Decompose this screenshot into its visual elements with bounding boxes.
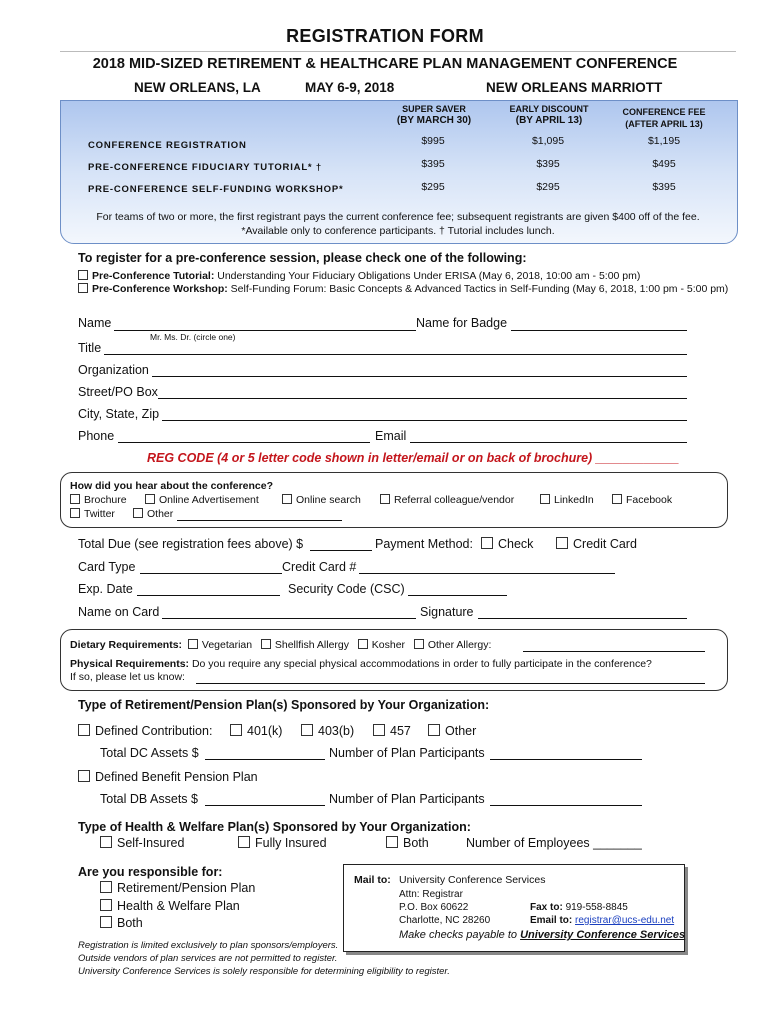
dc-assets-field[interactable] [205, 759, 325, 760]
mail-po-box: P.O. Box 60622 [399, 902, 469, 913]
name-on-card-label: Name on Card [78, 605, 160, 619]
checkbox[interactable] [414, 639, 424, 649]
reg-code-field[interactable]: REG CODE (4 or 5 letter code shown in letter/email or on back of brochure) ____________ [147, 451, 680, 465]
other-allergy-field[interactable] [523, 651, 705, 652]
title-field[interactable] [104, 354, 687, 355]
exp-date-field[interactable] [137, 595, 280, 596]
card-type-label: Card Type [78, 560, 136, 574]
disclaimer-line: Registration is limited exclusively to plan sponsors/employers. [78, 940, 339, 951]
fee-row-label: CONFERENCE REGISTRATION [88, 140, 247, 151]
fee-col-conference-fee: CONFERENCE FEE (AFTER APRIL 13) [622, 107, 706, 129]
badge-name-field[interactable] [511, 330, 687, 331]
exp-date-label: Exp. Date [78, 582, 133, 596]
referral-option[interactable]: Brochure [70, 494, 127, 506]
checkbox[interactable] [612, 494, 622, 504]
checkbox[interactable] [380, 494, 390, 504]
dc-participants-label: Number of Plan Participants [329, 746, 485, 760]
db-assets-field[interactable] [205, 805, 325, 806]
health-option[interactable]: Both [386, 836, 429, 850]
checkbox[interactable] [78, 770, 90, 782]
fee-price: $1,195 [647, 135, 681, 147]
checkbox[interactable] [70, 494, 80, 504]
team-discount-note: For teams of two or more, the first registrant pays the current conference fee; subsequent registrants are given $400 off of the fee. [96, 211, 700, 223]
mail-to-label: Mail to: [354, 874, 391, 886]
title-label: Title [78, 341, 102, 355]
checkbox[interactable] [70, 508, 80, 518]
dietary-option[interactable]: Other Allergy: [414, 639, 492, 651]
fee-price: $1,095 [531, 135, 565, 147]
location-dates: MAY 6-9, 2018 [305, 80, 395, 95]
checkbox[interactable] [386, 836, 398, 848]
checkbox[interactable] [188, 639, 198, 649]
checkbox[interactable] [133, 508, 143, 518]
referral-option[interactable]: Twitter [70, 508, 115, 520]
city-state-zip-field[interactable] [162, 420, 687, 421]
dietary-option[interactable]: Shellfish Allergy [261, 639, 349, 651]
form-title: REGISTRATION FORM [286, 26, 484, 46]
dc-type-option[interactable]: 457 [373, 724, 411, 738]
checkbox[interactable] [540, 494, 550, 504]
mail-attn: Attn: Registrar [399, 889, 463, 900]
checkbox[interactable] [78, 283, 88, 293]
fee-col-early-discount: EARLY DISCOUNT (BY APRIL 13) [509, 104, 589, 126]
name-label: Name [78, 316, 112, 330]
payable-note: Make checks payable to University Conference Services [399, 929, 686, 941]
checkbox[interactable] [100, 916, 112, 928]
organization-field[interactable] [152, 376, 687, 377]
checkbox[interactable] [301, 724, 313, 736]
fee-price: $395 [652, 181, 676, 193]
conference-title: 2018 MID-SIZED RETIREMENT & HEALTHCARE PLAN MANAGEMENT CONFERENCE [92, 56, 678, 72]
phone-field[interactable] [118, 442, 370, 443]
referral-option[interactable]: Facebook [612, 494, 672, 506]
card-number-field[interactable] [359, 573, 615, 574]
checkbox[interactable] [230, 724, 242, 736]
payment-method-label: Payment Method: [375, 537, 473, 551]
checkbox[interactable] [78, 270, 88, 280]
fee-price: $295 [536, 181, 560, 193]
dc-assets-label: Total DC Assets $ [100, 746, 199, 760]
badge-label: Name for Badge [416, 316, 508, 330]
checkbox[interactable] [100, 881, 112, 893]
dc-participants-field[interactable] [490, 759, 642, 760]
mail-org: University Conference Services [399, 874, 546, 886]
db-option[interactable]: Defined Benefit Pension Plan [78, 770, 258, 784]
email-label: Email [375, 429, 407, 443]
referral-other-field[interactable] [177, 520, 342, 521]
total-due-field[interactable] [310, 550, 372, 551]
disclaimer-line: Outside vendors of plan services are not permitted to register. [78, 953, 338, 964]
checkbox[interactable] [145, 494, 155, 504]
checkbox[interactable] [238, 836, 250, 848]
physical-followup-label: If so, please let us know: [70, 671, 185, 683]
referral-option[interactable]: Online Advertisement [145, 494, 259, 506]
referral-option[interactable]: Referral colleague/vendor [380, 494, 514, 506]
dc-option[interactable]: Defined Contribution: [78, 724, 212, 738]
preconf-tutorial-option[interactable]: Pre-Conference Tutorial: Understanding Your Fiduciary Obligations Under ERISA (May 6, 2018, 10:00 am - 5:00 pm) [78, 270, 640, 282]
name-on-card-field[interactable] [162, 618, 416, 619]
name-field[interactable] [114, 330, 416, 331]
db-assets-label: Total DB Assets $ [100, 792, 198, 806]
employees-field[interactable]: Number of Employees _______ [466, 836, 642, 850]
health-option[interactable]: Self-Insured [100, 836, 184, 850]
dietary-option[interactable]: Kosher [358, 639, 405, 651]
fee-price: $995 [421, 135, 445, 147]
db-participants-label: Number of Plan Participants [329, 792, 485, 806]
card-number-label: Credit Card # [282, 560, 357, 574]
responsible-heading: Are you responsible for: [78, 865, 223, 879]
checkbox[interactable] [481, 537, 493, 549]
checkbox[interactable] [358, 639, 368, 649]
phone-label: Phone [78, 429, 115, 443]
fee-price: $395 [421, 158, 445, 170]
checkbox[interactable] [100, 899, 112, 911]
signature-label: Signature [420, 605, 474, 619]
dietary-row: Dietary Requirements: Vegetarian Shellfish Allergy Kosher Other Allergy: [70, 639, 492, 651]
dc-type-option[interactable]: 401(k) [230, 724, 282, 738]
responsible-option[interactable]: Both [100, 916, 143, 930]
card-type-field[interactable] [140, 573, 282, 574]
retirement-heading: Type of Retirement/Pension Plan(s) Sponsored by Your Organization: [78, 698, 490, 712]
checkbox[interactable] [556, 537, 568, 549]
email-field[interactable] [410, 442, 687, 443]
fee-col-super-saver: SUPER SAVER (BY MARCH 30) [396, 104, 472, 126]
checkbox[interactable] [100, 836, 112, 848]
email-row: Email to: registrar@ucs-edu.net [530, 915, 675, 926]
health-heading: Type of Health & Welfare Plan(s) Sponsored by Your Organization: [78, 820, 471, 834]
street-label: Street/PO Box [78, 385, 158, 399]
referral-question: How did you hear about the conference? [70, 480, 274, 492]
csc-field[interactable] [408, 595, 507, 596]
dc-type-option[interactable]: 403(b) [301, 724, 354, 738]
fee-price: $295 [421, 181, 445, 193]
referral-option[interactable]: Online search [282, 494, 361, 506]
mail-city: Charlotte, NC 28260 [399, 915, 491, 926]
location-city: NEW ORLEANS, LA [134, 80, 261, 95]
checkbox[interactable] [428, 724, 440, 736]
fee-price: $495 [652, 158, 676, 170]
total-due-label: Total Due (see registration fees above) $ [78, 537, 304, 551]
referral-option[interactable]: Other [133, 508, 173, 520]
fee-row-label: PRE-CONFERENCE SELF-FUNDING WORKSHOP* [88, 184, 344, 195]
organization-label: Organization [78, 363, 149, 377]
db-participants-field[interactable] [490, 805, 642, 806]
health-option[interactable]: Fully Insured [238, 836, 327, 850]
referral-option[interactable]: LinkedIn [540, 494, 594, 506]
dietary-option[interactable]: Vegetarian [188, 639, 252, 651]
street-field[interactable] [158, 398, 687, 399]
preconf-workshop-option[interactable]: Pre-Conference Workshop: Self-Funding Forum: Basic Concepts & Advanced Tactics in Self-Funding (May 6, 2018, 1:00 pm - 5:00 pm) [78, 283, 728, 295]
physical-row: Physical Requirements: Do you require any special physical accommodations in order to fully participate in the conference? [70, 658, 652, 670]
title-divider [60, 51, 736, 52]
availability-note: *Available only to conference participants. † Tutorial includes lunch. [241, 225, 555, 237]
fee-price: $395 [536, 158, 560, 170]
checkbox[interactable] [282, 494, 292, 504]
fee-row-label: PRE-CONFERENCE FIDUCIARY TUTORIAL* † [88, 162, 322, 173]
disclaimer-line: University Conference Services is solely responsible for determining eligibility to register. [78, 966, 450, 977]
responsible-option[interactable]: Health & Welfare Plan [100, 899, 240, 913]
csc-label: Security Code (CSC) [288, 582, 405, 596]
physical-requirements-field[interactable] [196, 683, 705, 684]
registrar-email-link[interactable]: registrar@ucs-edu.net [575, 915, 675, 926]
signature-field[interactable] [478, 618, 687, 619]
name-title-hint: Mr. Ms. Dr. (circle one) [150, 332, 236, 342]
responsible-option[interactable]: Retirement/Pension Plan [100, 881, 255, 895]
checkbox[interactable] [261, 639, 271, 649]
pay-check-option[interactable]: Check [481, 537, 533, 551]
checkbox[interactable] [78, 724, 90, 736]
preconf-heading: To register for a pre-conference session, please check one of the following: [78, 251, 527, 265]
checkbox[interactable] [373, 724, 385, 736]
dc-type-option[interactable]: Other [428, 724, 476, 738]
city-label: City, State, Zip [78, 407, 160, 421]
fax-row: Fax to: 919-558-8845 [530, 902, 628, 913]
pay-credit-card-option[interactable]: Credit Card [556, 537, 637, 551]
location-venue: NEW ORLEANS MARRIOTT [486, 80, 663, 95]
